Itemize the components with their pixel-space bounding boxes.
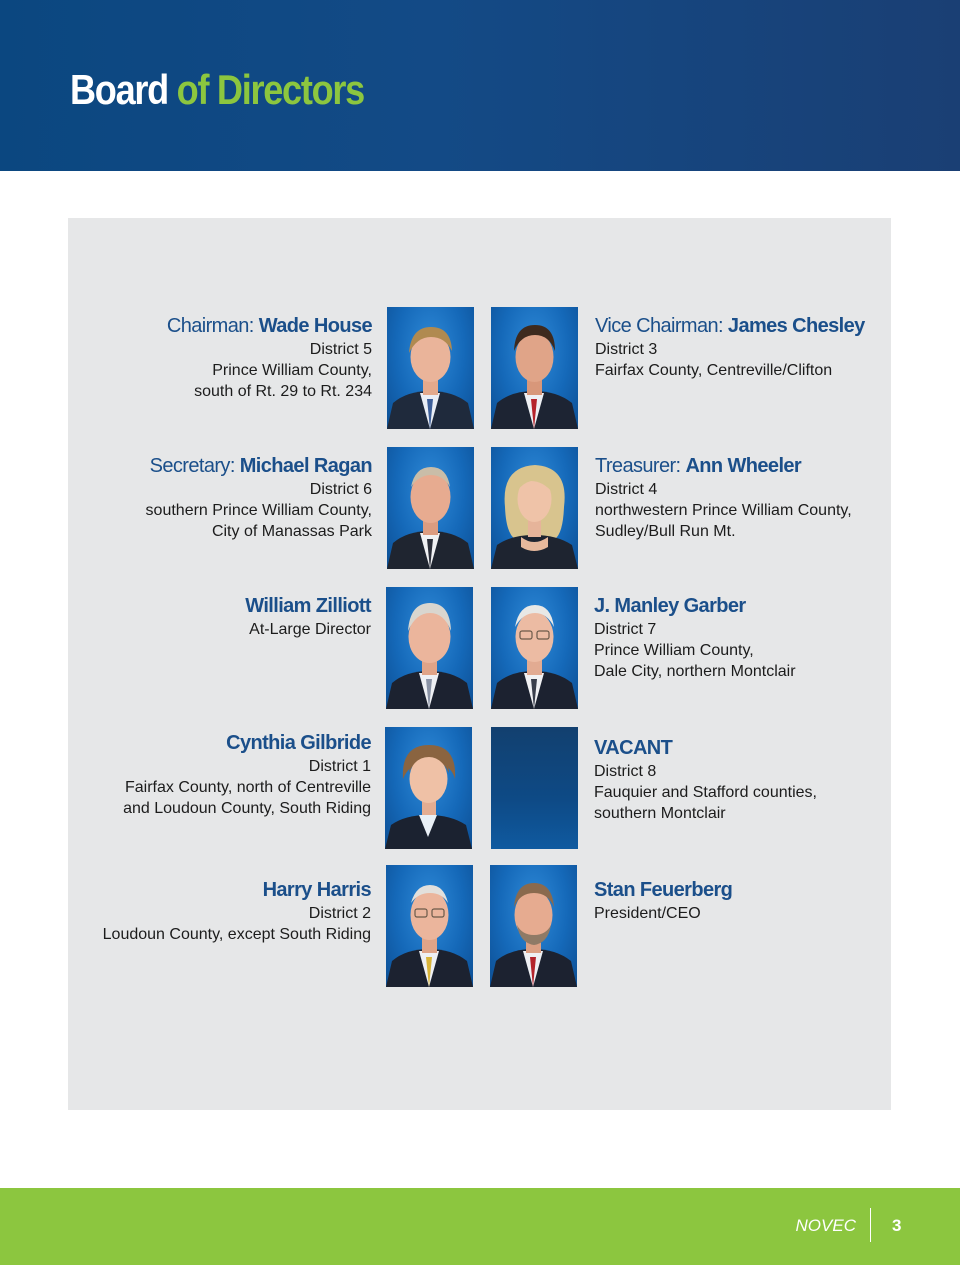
member-name: William Zilliott [245, 595, 371, 617]
footer-org-name: NOVEC [795, 1216, 856, 1235]
member-name-line [245, 593, 371, 619]
footer-divider [870, 1208, 871, 1242]
member-name-line [594, 735, 817, 761]
portrait-james-chesley [491, 307, 578, 429]
member-name: Wade House [258, 315, 372, 337]
member-harry-harris [103, 877, 371, 945]
member-detail: President/CEO [594, 905, 701, 922]
member-detail: District 6 [309, 481, 372, 498]
member-detail: Fauquier and Stafford counties, [594, 784, 817, 801]
portrait-michael-ragan [387, 447, 474, 569]
member-name-line [594, 593, 796, 619]
member-detail: south of Rt. 29 to Rt. 234 [194, 383, 372, 400]
member-detail: southern Prince William County, [145, 502, 372, 519]
page-footer [0, 1188, 960, 1265]
member-detail: District 8 [594, 763, 657, 780]
title-part-board: Board [70, 66, 168, 113]
member-james-chesley [595, 313, 865, 381]
member-name: Harry Harris [262, 879, 371, 901]
member-detail: District 4 [595, 481, 658, 498]
member-name-line [595, 453, 852, 479]
portrait-cynthia-gilbride [385, 727, 472, 849]
member-name: Stan Feuerberg [594, 879, 733, 901]
member-detail: At-Large Director [249, 621, 371, 638]
portrait-stan-feuerberg [490, 865, 577, 987]
member-j-manley-garber [594, 593, 796, 682]
member-william-zilliott [245, 593, 371, 640]
member-detail: Sudley/Bull Run Mt. [595, 523, 736, 540]
member-cynthia-gilbride [123, 730, 371, 819]
member-detail: District 5 [309, 341, 372, 358]
member-name: Ann Wheeler [685, 455, 802, 477]
member-detail: southern Montclair [594, 805, 726, 822]
member-name: VACANT [594, 737, 673, 759]
member-detail: District 1 [308, 758, 371, 775]
member-detail: and Loudoun County, South Riding [123, 800, 371, 817]
member-role: Chairman: [166, 315, 259, 337]
member-name-line [595, 313, 865, 339]
page-title [70, 62, 364, 118]
portrait-william-zilliott [386, 587, 473, 709]
member-name-line [123, 730, 371, 756]
member-detail: Fairfax County, north of Centreville [124, 779, 371, 796]
member-role: Vice Chairman: [595, 315, 728, 337]
portrait-harry-harris [386, 865, 473, 987]
portrait-ann-wheeler [491, 447, 578, 569]
member-ann-wheeler [595, 453, 852, 542]
member-detail: Prince William County, [212, 362, 372, 379]
member-detail: City of Manassas Park [211, 523, 372, 540]
member-role: Secretary: [149, 455, 240, 477]
member-name-line [594, 877, 732, 903]
member-name-line [167, 313, 372, 339]
member-name-line [146, 453, 372, 479]
member-name: Cynthia Gilbride [226, 732, 371, 754]
member-stan-feuerberg [594, 877, 732, 924]
member-name: J. Manley Garber [594, 595, 746, 617]
member-detail: District 3 [595, 341, 658, 358]
member-detail: District 2 [308, 905, 371, 922]
member-detail: northwestern Prince William County, [595, 502, 852, 519]
page-header [0, 0, 960, 171]
member-role: Treasurer: [595, 455, 686, 477]
member-detail: Dale City, northern Montclair [594, 663, 796, 680]
member-detail: District 7 [594, 621, 657, 638]
title-part-directors: of Directors [176, 66, 364, 113]
member-name: James Chesley [727, 315, 865, 337]
member-detail: Prince William County, [594, 642, 754, 659]
vacant-placeholder [491, 727, 578, 849]
member-name-line [103, 877, 371, 903]
portrait-j-manley-garber [491, 587, 578, 709]
member-name: Michael Ragan [239, 455, 372, 477]
member-michael-ragan [146, 453, 372, 542]
member-detail: Fairfax County, Centreville/Clifton [595, 362, 833, 379]
portrait-wade-house [387, 307, 474, 429]
member-vacant [594, 735, 817, 824]
member-detail: Loudoun County, except South Riding [102, 926, 371, 943]
page-number: 3 [892, 1216, 902, 1235]
member-wade-house [167, 313, 372, 402]
